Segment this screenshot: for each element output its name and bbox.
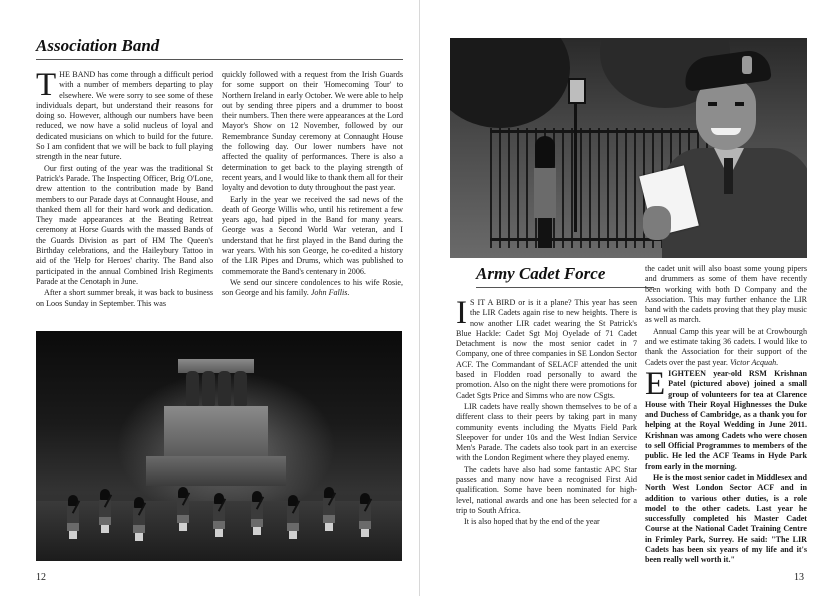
left-page [0, 0, 419, 596]
drop-cap-e: E [645, 365, 666, 402]
krishnan-paragraph-1 [645, 365, 807, 472]
krishnan-paragraph-2: He is the most senior cadet in Middlesex and North West London Sector ACF and in addition to various other duties, is a role model to the other cadets. Last year he successfully completed his Master Cadet Course at the National Cadet Training Centre in Frimley Park, Surrey. He said: "The LIR Cadets has been six years of my life and it's been really well worth it." [645, 472, 807, 565]
cadet-column-2 [645, 264, 807, 566]
band-column-2 [222, 70, 403, 299]
drop-cap-i: I [456, 295, 467, 331]
heading-rule [36, 59, 403, 60]
band-signature: John Fallis. [310, 288, 350, 298]
association-band-heading: Association Band [36, 36, 160, 55]
band-paragraph-6 [222, 278, 403, 299]
drop-cap-t: T [36, 67, 57, 103]
guardsman-figure [532, 136, 558, 248]
band-text-1: HE BAND has come through a difficult period with a number of members departing to play elsewhere. We were sorry to see some of these individuals depart, but understand their reasons for doing so. However, although our numbers have been reduced, we now have a solid nucleus of loyal and dedicated musicians on which to build for the future. So I am confident that we will be back to full playing strength in the near future. [36, 70, 213, 162]
cadet-paragraph-6 [645, 327, 807, 368]
cadet-paragraph-2: LIR cadets have really shown themselves to be of a different class to their peers by taking part in many community events including the Myatts Field Park Sleepover for under 10s and the West Indian Service Men's Parade. The cadets also took part in an exercise with the London Regiment where they played enemy. [456, 401, 637, 463]
army-cadet-force-heading: Army Cadet Force [476, 264, 606, 283]
cadet-text-1: S IT A BIRD or is it a plane? This year has seen the LIR Cadets again rise to new heights. There is now another LIR cadet wearing the St Patrick's Blue Hackle: Cadet Sgt Moj Oyelade of 71 Cadet Detachment is now the most senior cadet in 7 Company, one of three companies in SE London Sector ACF. The Commandant of SELACF attended the unit based in Flodden road personally to award the promotion. Also on the night there were promotions for Cadet Sgts Price and Simms who are now CSgts. [456, 298, 637, 400]
page-number-right: 13 [794, 572, 804, 583]
cadet-signature: Victor Acquah. [729, 357, 779, 367]
page-number-left: 12 [36, 572, 46, 583]
band-paragraph-1 [36, 67, 213, 163]
cadet-heading-rule [476, 287, 654, 288]
band-text-6: We send our sincere condolences to his wife Rosie, son George and his family. [222, 277, 403, 298]
cadet-krishnan-photo [450, 38, 807, 258]
cadet-paragraph-4: It is also hoped that by the end of the year [464, 517, 600, 527]
cadet-paragraph-3: The cadets have also had some fantastic APC Star passes and many now have a recognised First Aid qualification. Some have been nominated for high-level, national awards and one has been selected for a trip to South Africa. [456, 464, 637, 515]
right-page [420, 0, 840, 596]
band-paragraph-4: quickly followed with a request from the Irish Guards for some support on their 'Homecoming Tour' to Northern Ireland in early October. We were able to help out by sending three pipers and a drummer to boost their numbers. Then there were appearances at the Lord Mayor's Show on 12 November, followed by our Remembrance Sunday ceremony at Connaught House the following day. Our lower numbers have not affected the quality of performances. There is also a determination to get back to the playing strength of recent years, and I would like to thank them all for their loyalty and devotion to duty throughout the past year. [222, 70, 403, 193]
cadet-paragraph-5: the cadet unit will also boast some young pipers and drummers as some of them have recently been working with both D Company and the Association. This may further enhance the LIR band with the cadets proving that they play music as well as march. [645, 264, 807, 325]
pipers-memorial-photo [36, 331, 402, 561]
band-column-1 [36, 67, 213, 309]
band-paragraph-2: Our first outing of the year was the traditional St Patrick's Parade. The Inspecting Officer, Brig O'Lone, drew attention to the contribution made by Band members to our Parade days at Connaught House, and thanked them all for their hard work and dedication. They made appearances at the Beating Retreat ceremony at Horse Guards with the massed Bands of the Guards Division as part of HM The Queen's Birthday celebrations, and the Haileybury Tattoo in aid of the 'Help for Heroes' charity. The Band also participated in the annual Combined Irish Regiments Parade at the Cenotaph in June. [36, 163, 213, 286]
cadet-column-1 [456, 295, 637, 528]
cadet-text-6: Annual Camp this year will be at Crowbourgh and we estimate taking 36 cadets. I would like to thank the Association for their support of the Cadets over the past year. [645, 326, 807, 367]
band-paragraph-3: After a short summer break, it was back to business on Loos Sunday in September. This was [36, 288, 213, 308]
band-paragraph-5: Early in the year we received the sad news of the death of George Willis who, until his retirement a few years ago, had piped in the Band for many years. George was a Second World War veteran, and I understand that he first played in the Band during the war years. With his son George, he co-edited a history of the LIR Pipes and Drums, which was published to commemorate the Band's centenary in 2006. [222, 194, 403, 276]
cadet-paragraph-1 [456, 295, 637, 401]
krishnan-text-1: IGHTEEN year-old RSM Krishnan Patel (pictured above) joined a small group of volunteers for tea at Clarence House with Their Royal Highnesses the Duke and Duchess of Cambridge, as a thank you for helping at the Royal Wedding in June 2011. Krishnan was among Cadets who were chosen to sell Official Programmes to members of the public. He led the ACF Teams in Hyde Park from early in the morning. [645, 368, 807, 471]
